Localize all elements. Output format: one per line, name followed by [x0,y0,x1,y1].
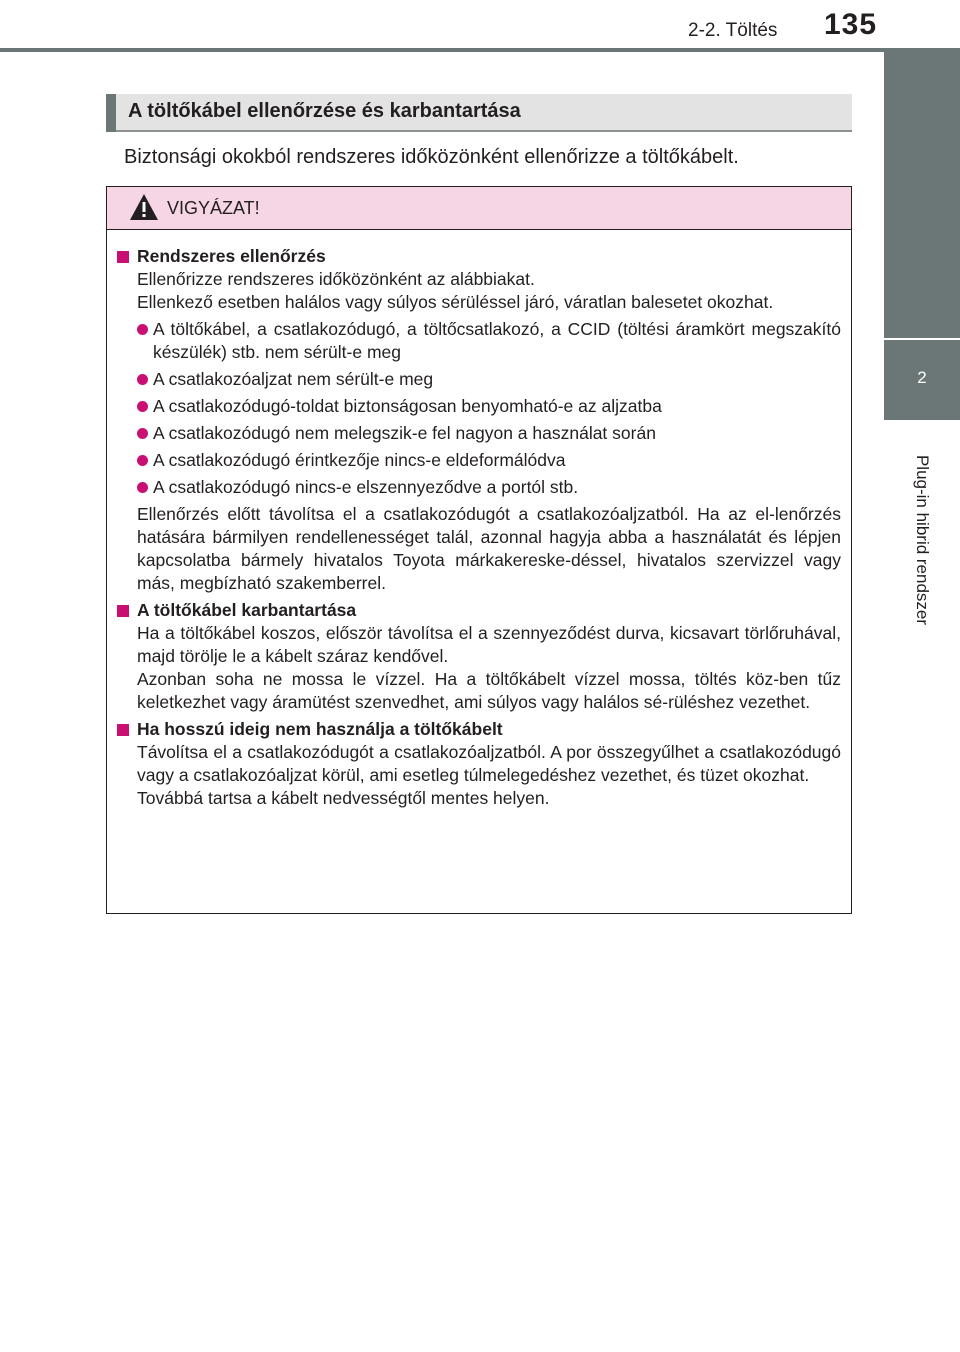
side-tab-upper [884,52,960,338]
list-item [117,422,841,445]
round-bullet-icon [137,401,148,412]
paragraph: Ellenkező esetben halálos vagy súlyos sérüléssel járó, váratlan balesetet okozhat. [137,292,774,312]
heading-regular-inspection [117,245,841,268]
chapter-title: Plug-in hibrid rendszer [913,454,932,626]
heading-text: Ha hosszú ideig nem használja a töltőkábelt [137,719,503,739]
section-title-bar [106,94,852,132]
round-bullet-icon [137,428,148,439]
paragraph: Ha a töltőkábel koszos, először távolítsa el a szennyeződést durva, kicsavart törlőruhával, majd törölje le a kábelt száraz kendővel. [137,623,841,666]
square-bullet-icon [117,251,129,263]
warning-triangle-icon [129,193,159,221]
heading-text: A töltőkábel karbantartása [137,600,357,620]
list-item [117,395,841,418]
header-rule [0,48,960,52]
list-item [117,318,841,364]
paragraph: Azonban soha ne mossa le vízzel. Ha a töltőkábelt vízzel mossa, töltés köz-ben tűz keletkezhet vagy áramütést szenvedhet, ami súlyos vagy halálos sé-rüléshez vezethet. [137,669,841,712]
chapter-number: 2 [917,368,927,387]
intro-text: Biztonsági okokból rendszeres időközönként ellenőrizze a töltőkábelt. [124,146,739,168]
round-bullet-icon [137,374,148,385]
heading-maintenance [117,599,841,622]
warning-content [117,243,841,810]
round-bullet-icon [137,482,148,493]
side-tab-chapter [884,340,960,420]
list-item [117,476,841,499]
round-bullet-icon [137,455,148,466]
list-item-text: A csatlakozódugó nincs-e elszennyeződve a portól stb. [153,477,579,497]
list-item [117,368,841,391]
paragraph: Ellenőrzés előtt távolítsa el a csatlakozódugót a csatlakozóaljzatból. Ha az el-lenőrzés hatására bármilyen rendellenességet talál, azonnal hagyja abba a használatát és lépjen kapcsolatba bármely hivatalos Toyota márkakereske-déssel, hivatalos szervizzel vagy más, megbízható szakemberrel. [137,504,841,593]
list-item-text: A csatlakozódugó nem melegszik-e fel nagyon a használat során [153,423,656,443]
paragraph: Távolítsa el a csatlakozódugót a csatlakozóaljzatból. A por összegyűlhet a csatlakozódugó vagy a csatlakozóaljzat körül, ami esetleg túlmelegedéshez vezethet, és tüzet okozhat. [137,742,841,785]
section-accent [106,94,116,132]
list-item [117,449,841,472]
paragraph: Továbbá tartsa a kábelt nedvességtől mentes helyen. [137,788,550,808]
section-title: A töltőkábel ellenőrzése és karbantartása [128,100,521,122]
list-item-text: A csatlakozóaljzat nem sérült-e meg [153,369,434,389]
page-number: 135 [824,8,878,41]
list-item-text: A töltőkábel, a csatlakozódugó, a töltőcsatlakozó, a CCID (töltési áramkört megszakító készülék) stb. nem sérült-e meg [153,319,841,362]
warning-box [106,186,852,914]
list-item-text: A csatlakozódugó-toldat biztonságosan benyomható-e az aljzatba [153,396,662,416]
warning-label: VIGYÁZAT! [167,198,260,218]
list-item-text: A csatlakozódugó érintkezője nincs-e eldeformálódva [153,450,566,470]
header-section-title: 2-2. Töltés [688,20,778,41]
warning-header [107,187,851,230]
paragraph: Ellenőrizze rendszeres időközönként az alábbiakat. [137,269,535,289]
square-bullet-icon [117,605,129,617]
heading-long-storage [117,718,841,741]
square-bullet-icon [117,724,129,736]
heading-text: Rendszeres ellenőrzés [137,246,326,266]
round-bullet-icon [137,324,148,335]
